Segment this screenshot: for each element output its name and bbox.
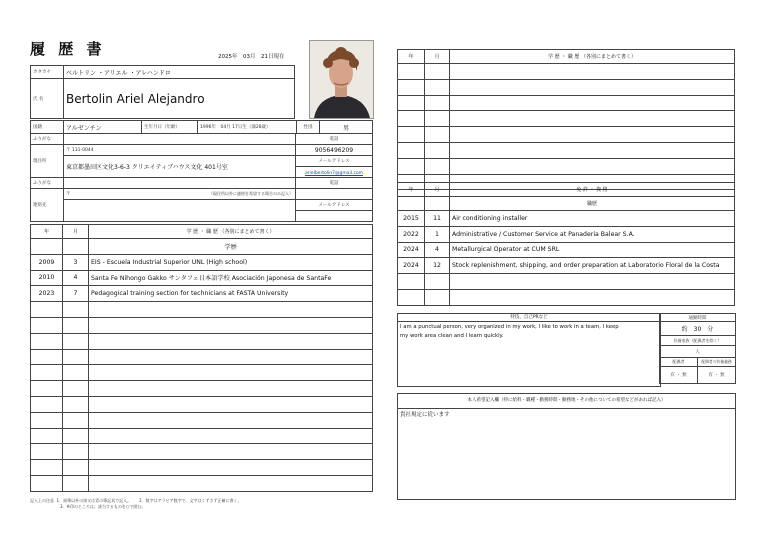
table-row: 2009 3 EIS - Escuela Industrial Superior UNL (High school) [31, 254, 373, 270]
document-title: 履 歴 書 [30, 40, 106, 58]
phone2-label: 電話 [296, 178, 373, 189]
spouse-support-value: 有 ・ 無 [698, 367, 736, 384]
email-label: メールアドレス [296, 156, 373, 167]
contact-postal: 〒 （現住所以外に連絡を希望する場合のみ記入） [64, 189, 296, 200]
nationality-row [30, 120, 373, 134]
table-row: 2022 1 Administrative / Customer Service at Panaderia Balear S.A. [398, 226, 735, 242]
spouse-value: 有 ・ 無 [660, 367, 698, 384]
col-year: 年 [31, 225, 63, 239]
nationality-label: 国籍 [31, 121, 64, 134]
education-history-table [30, 224, 373, 492]
table-row: 2015 11 Air conditioning installer [398, 211, 735, 227]
name-label: 氏 名 [31, 79, 64, 119]
spouse-label: 配偶者 [660, 358, 698, 367]
gender-value: 男 [320, 121, 373, 134]
email-link[interactable]: arielbertolin7@gmail.com [304, 170, 364, 176]
address-label: 現住所 [31, 145, 64, 178]
postal-code: 〒 131-0044 [64, 145, 296, 156]
contact-label: 連絡先 [31, 189, 64, 222]
wishes-box [397, 393, 736, 500]
table-row: 2024 4 Metallurgical Operator at CUM SRL [398, 242, 735, 258]
kana-label: カタカナ [31, 66, 64, 79]
col-month: 月 [63, 225, 89, 239]
dependents-label: 扶養家族（配偶者を除く） [660, 336, 736, 346]
kana-value: ベルトリン ・アリエル ・アレハンドロ [64, 66, 295, 79]
self-pr-label: 特技、自己PRなど [398, 314, 660, 322]
wishes-label: 本人希望記入欄（特に給料・職種・勤務時間・勤務地・その他についての希望などがあれば記入） [398, 394, 735, 409]
table-row: 2023 7 Pedagogical training section for technicians at FASTA University [31, 286, 373, 302]
gender-label: 性別 [297, 121, 320, 134]
col-licenses-title: 免 許 ・ 資 格 [450, 183, 735, 197]
furigana-label: ふりがな [31, 134, 64, 145]
birth-value: 1996年 04月 17日生（満28歳） [198, 121, 297, 134]
section-work: 職歴 [450, 197, 735, 211]
self-pr-text: I am a punctual person, very organized in my work, I like to work in a team, I keep my work area clean and I learn quickly. [400, 324, 619, 339]
email2-label: メールアドレス [296, 200, 373, 211]
spouse-support-label: 配偶者の扶養義務 [698, 358, 736, 367]
document-date: 2025年 03月 21日現在 [218, 54, 285, 60]
dependents-value: 人 [660, 346, 736, 358]
contact-note: （現住所以外に連絡を希望する場合のみ記入） [209, 191, 293, 196]
furigana-label-2: ふりがな [31, 178, 64, 189]
name-value: Bertolin Ariel Alejandro [64, 79, 295, 119]
nationality-value: アルゼンチン [64, 121, 142, 134]
personal-info-top [30, 65, 295, 119]
table-row: 2010 4 Santa Fe Nihongo Gakko サンタフェ日本語学校 Asociación Japonesa de SantaFe [31, 270, 373, 286]
writing-notes: 記入上の注意 1．鉛筆以外の黒又は青の筆記具で記入。 2．数字はアラビア数字で、文字はくずさず正確に書く。 3．※印のところは、該当するものを○で囲む。 [30, 498, 242, 509]
commute-table [659, 313, 736, 384]
phone-label: 電話 [296, 134, 373, 145]
birth-label: 生年月日（年齢） [142, 121, 198, 134]
phone-value: 9056496209 [296, 145, 373, 156]
col-history-title: 学 歴 ・ 職 歴 （各別にまとめて書く） [89, 225, 373, 239]
wishes-text: 貴社規定に従います [400, 412, 450, 418]
self-pr-box [397, 313, 661, 387]
profile-photo [309, 40, 374, 119]
commute-value: 約 30 分 [660, 322, 736, 336]
address-table [30, 133, 373, 222]
address-value: 東京都墨田区文化3-6-3 クリエイティブハウス文化 401号室 [64, 156, 296, 178]
table-row: 2024 12 Stock replenishment, shipping, and order preparation at Laboratorio Floral de la Costa [398, 258, 735, 274]
commute-label: 通勤時間 [660, 314, 736, 322]
history-continued-table: 年 月 学 歴 ・ 職 歴 （各別にまとめて書く） [397, 49, 735, 190]
licenses-table: 年 月 免 許 ・ 資 格 職歴 2015 11 Air conditioning installer 2022 1 Administrative / Customer Service at Panaderia Balear S.A. 2024 4 Metallurgical Operator at CUM SRL 2024 12 Stock replenishment, shipping, and order preparation at Laboratorio Floral de la Costa [397, 182, 735, 306]
section-education: 学歴 [89, 239, 373, 255]
